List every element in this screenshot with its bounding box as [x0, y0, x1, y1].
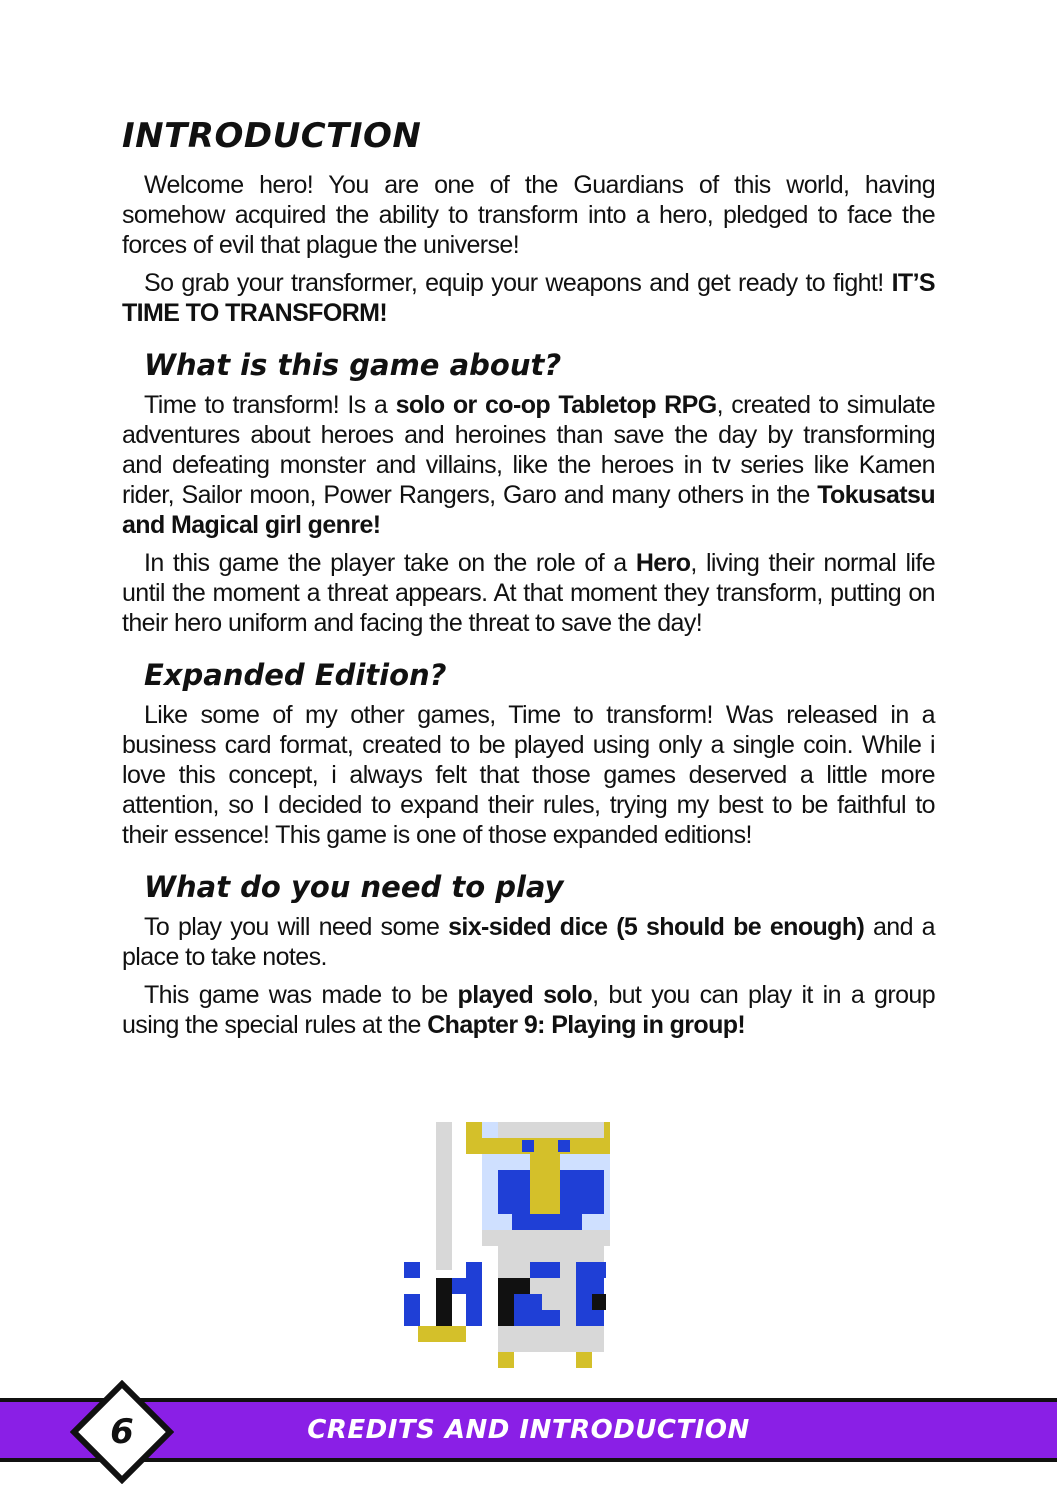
- about-emphasis: Tokusatsu and Magical girl genre!: [122, 481, 935, 539]
- heading-need: What do you need to play: [144, 870, 564, 904]
- about-text: , living their normal life until the moment a threat appears. At that moment they transform, putting on their hero uniform and facing the threat to save the day!: [122, 549, 935, 637]
- need-text: , but you can play it in a group using the special rules at the: [122, 981, 935, 1039]
- need-text: This game was made to be: [144, 981, 458, 1009]
- intro-text: So grab your transformer, equip your weapons and get ready to fight!: [144, 269, 892, 297]
- expanded-paragraph: [122, 700, 935, 850]
- footer-chapter-title: CREDITS AND INTRODUCTION: [307, 1415, 750, 1445]
- heading-about: What is this game about?: [144, 348, 562, 382]
- need-paragraph-2: [122, 980, 935, 1040]
- need-text: and a place to take notes.: [122, 913, 935, 971]
- intro-paragraph-2: [122, 268, 935, 328]
- about-text: In this game the player take on the role of a: [144, 549, 636, 577]
- about-text: , created to simulate adventures about heroes and heroines than save the day by transforming and defeating monster and villains, like the heroes in tv series like Kamen rider, Sailor moon, Power Rangers, Garo and many others in the: [122, 391, 935, 509]
- pixel-hero-with-sword-icon: [402, 1120, 610, 1372]
- page-content: [122, 112, 935, 1048]
- need-paragraph-1: [122, 912, 935, 972]
- about-emphasis: solo or co-op Tabletop RPG: [395, 391, 717, 419]
- need-emphasis: six-sided dice (5 should be enough): [448, 913, 865, 941]
- need-emphasis: Chapter 9: Playing in group!: [427, 1011, 746, 1039]
- need-text: To play you will need some: [144, 913, 449, 941]
- about-paragraph-1: [122, 390, 935, 540]
- intro-text: Welcome hero! You are one of the Guardians of this world, having somehow acquired the ability to transform into a hero, pledged to face the forces of evil that plague the universe!: [122, 171, 935, 259]
- about-paragraph-2: [122, 548, 935, 638]
- about-text: Time to transform! Is a: [144, 391, 396, 419]
- need-emphasis: played solo: [457, 981, 593, 1009]
- intro-emphasis: IT’S TIME TO TRANSFORM!: [122, 269, 935, 327]
- heading-introduction: INTRODUCTION: [122, 116, 422, 156]
- intro-paragraph-1: [122, 170, 935, 260]
- page-number: 6: [110, 1412, 134, 1452]
- heading-expanded: Expanded Edition?: [144, 658, 447, 692]
- about-emphasis: Hero: [635, 549, 691, 577]
- expanded-text: Like some of my other games, Time to transform! Was released in a business card format, created to be played using only a single coin. While i love this concept, i always felt that those games deserved a little more attention, so I decided to expand their rules, trying my best to be faithful to their essence! This game is one of those expanded editions!: [122, 701, 935, 849]
